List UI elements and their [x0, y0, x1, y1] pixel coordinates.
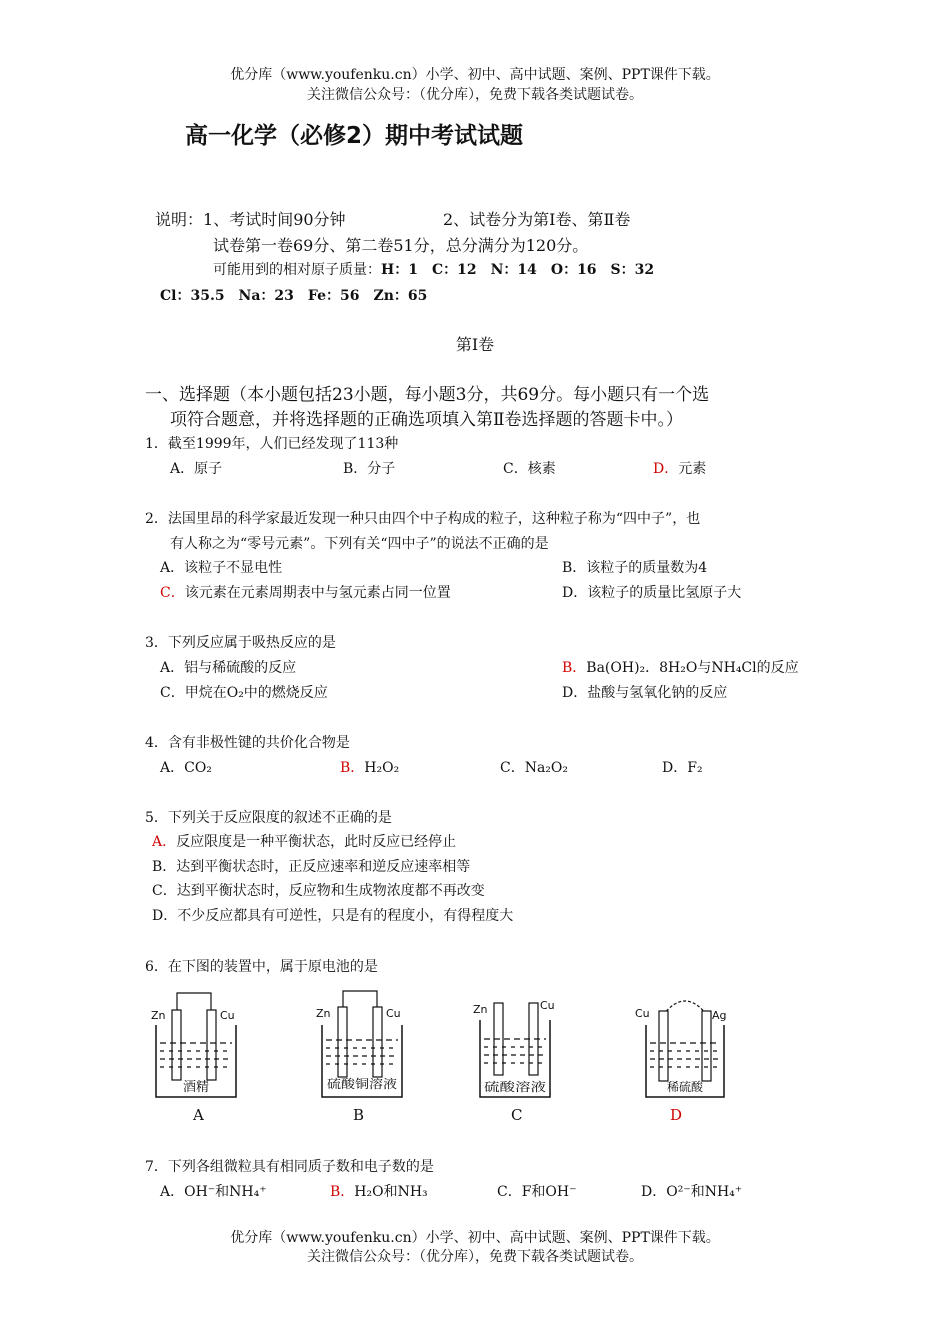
q2-stem-2: 有人称之为“零号元素”。下列有关“四中子”的说法不正确的是 [170, 536, 549, 552]
q5-option-b: B．达到平衡状态时，正反应速率和逆反应速率相等 [152, 859, 471, 875]
atomic-masses-values-1: H：1 C：12 N：14 O：16 S：32 [381, 262, 655, 278]
q1-stem: 1．截至1999年，人们已经发现了113种 [145, 436, 399, 452]
device-d-right-electrode-label: Ag [712, 1009, 727, 1022]
device-a-zn-electrode [172, 1010, 181, 1080]
header-line-2: 关注微信公众号：（优分库），免费下载各类试题试卷。 [307, 87, 643, 103]
device-d-cu-electrode [659, 1011, 668, 1081]
device-a-solution-label: 酒精 [182, 1080, 210, 1095]
q7-option-b [330, 1181, 428, 1201]
q1-option-b: B．分子 [343, 461, 396, 477]
device-c-right-electrode-label: Cu [540, 999, 555, 1012]
q1-option-d-text: 元素 [678, 461, 707, 477]
instructions-label: 说明： [155, 210, 204, 229]
q3-stem: 3．下列反应属于吸热反应的是 [145, 635, 336, 651]
q1-option-d-letter: D． [653, 461, 679, 477]
q2-option-c [160, 582, 451, 602]
device-a-right-electrode-label: Cu [220, 1009, 235, 1022]
device-b-solution-label: 硫酸铜溶液 [327, 1077, 388, 1091]
device-c [473, 999, 555, 1097]
q5-option-a [152, 831, 456, 851]
q7-option-a: A．OH⁻和NH₄⁺ [160, 1184, 267, 1200]
q3-option-b-letter: B． [562, 660, 587, 676]
device-c-left-electrode-label: Zn [473, 1003, 488, 1016]
q3-option-c: C．甲烷在O₂中的燃烧反应 [160, 685, 328, 701]
footer-line-2: 关注微信公众号：（优分库），免费下载各类试题试卷。 [307, 1249, 643, 1265]
q4-option-c: C．Na₂O₂ [500, 760, 569, 776]
part1-heading-line-1: 一、选择题（本小题包括23小题，每小题3分，共69分。每小题只有一个选 [145, 385, 710, 405]
page-title: 高一化学（必修2）期中考试试题 [185, 123, 524, 149]
device-b [316, 991, 402, 1097]
instructions-item-2: 2、试卷分为第Ⅰ卷、第Ⅱ卷 [443, 210, 631, 229]
q5-option-d: D．不少反应都具有可逆性，只是有的程度小，有得程度大 [152, 908, 514, 924]
q1-option-d [653, 458, 706, 478]
q5-option-c: C．达到平衡状态时，反应物和生成物浓度都不再改变 [152, 883, 485, 899]
q4-option-b [340, 757, 399, 777]
device-d-solution-label: 稀硫酸 [666, 1080, 704, 1094]
q2-option-d: D．该粒子的质量比氢原子大 [562, 585, 742, 601]
device-a-wire [177, 993, 211, 1015]
device-d-wire [663, 1001, 707, 1015]
q6-label-a: A [193, 1106, 204, 1124]
device-b-zn-electrode [338, 1007, 347, 1077]
q6-label-d: D [670, 1106, 683, 1124]
q6-diagram [140, 985, 760, 1125]
part1-heading-line-2: 项符合题意，并将选择题的正确选项填入第Ⅱ卷选择题的答题卡中。） [170, 410, 684, 430]
q4-option-a: A．CO₂ [160, 760, 212, 776]
q4-option-d: D．F₂ [662, 760, 703, 776]
device-b-wire [343, 991, 377, 1013]
device-b-cu-electrode [373, 1007, 382, 1077]
q2-option-c-text: 该元素在元素周期表中与氢元素占同一位置 [184, 585, 451, 601]
q1-option-c: C．核素 [503, 461, 556, 477]
device-d [635, 1001, 727, 1097]
q3-option-b-text: Ba(OH)₂．8H₂O与NH₄Cl的反应 [586, 660, 799, 676]
q2-stem-1: 2．法国里昂的科学家最近发现一种只由四个中子构成的粒子，这种粒子称为“四中子”，也 [145, 511, 701, 527]
q5-stem: 5．下列关于反应限度的叙述不正确的是 [145, 810, 392, 826]
q6-label-b: B [353, 1106, 365, 1124]
instructions-line-1 [155, 207, 346, 230]
device-b-right-electrode-label: Cu [386, 1007, 401, 1020]
device-d-left-electrode-label: Cu [635, 1007, 650, 1020]
q3-option-b [562, 657, 799, 677]
q7-option-b-text: H₂O和NH₃ [354, 1184, 428, 1200]
device-b-left-electrode-label: Zn [316, 1007, 331, 1020]
instructions-item-1: 1、考试时间90分钟 [203, 210, 346, 229]
q7-option-b-letter: B． [330, 1184, 355, 1200]
instructions-line-2: 试卷第一卷69分、第二卷51分，总分满分为120分。 [213, 236, 589, 255]
q6-stem: 6．在下图的装置中，属于原电池的是 [145, 959, 378, 975]
section-title: 第Ⅰ卷 [455, 335, 495, 354]
q2-option-a: A．该粒子不显电性 [160, 560, 283, 576]
q4-option-b-letter: B． [340, 760, 365, 776]
q5-option-a-letter: A． [152, 834, 177, 850]
atomic-masses-line-1 [213, 259, 654, 279]
atomic-masses-label: 可能用到的相对原子质量： [213, 262, 381, 278]
device-a-left-electrode-label: Zn [151, 1009, 166, 1022]
q6-label-c: C [511, 1106, 523, 1124]
q2-option-c-letter: C． [160, 585, 185, 601]
device-d-ag-electrode [702, 1011, 711, 1081]
q3-option-a: A．铝与稀硫酸的反应 [160, 660, 297, 676]
device-a [151, 993, 236, 1097]
footer-line-1: 优分库（www.youfenku.cn）小学、初中、高中试题、案例、PPT课件下载。 [230, 1230, 720, 1246]
atomic-masses-line-2: Cl：35.5 Na：23 Fe：56 Zn：65 [160, 288, 428, 304]
q1-option-a: A．原子 [170, 461, 223, 477]
device-c-solution-label: 硫酸溶液 [484, 1080, 533, 1094]
q4-stem: 4．含有非极性键的共价化合物是 [145, 735, 350, 751]
q4-option-b-text: H₂O₂ [364, 760, 400, 776]
q7-option-d: D．O²⁻和NH₄⁺ [641, 1184, 743, 1200]
q7-option-c: C．F和OH⁻ [497, 1184, 577, 1200]
q2-option-b: B．该粒子的质量数为4 [562, 560, 708, 576]
q5-option-a-text: 反应限度是一种平衡状态，此时反应已经停止 [176, 834, 457, 850]
device-a-cu-electrode [207, 1010, 216, 1080]
header-line-1: 优分库（www.youfenku.cn）小学、初中、高中试题、案例、PPT课件下载。 [230, 67, 720, 83]
q3-option-d: D．盐酸与氢氧化钠的反应 [562, 685, 728, 701]
q7-stem: 7．下列各组微粒具有相同质子数和电子数的是 [145, 1159, 434, 1175]
